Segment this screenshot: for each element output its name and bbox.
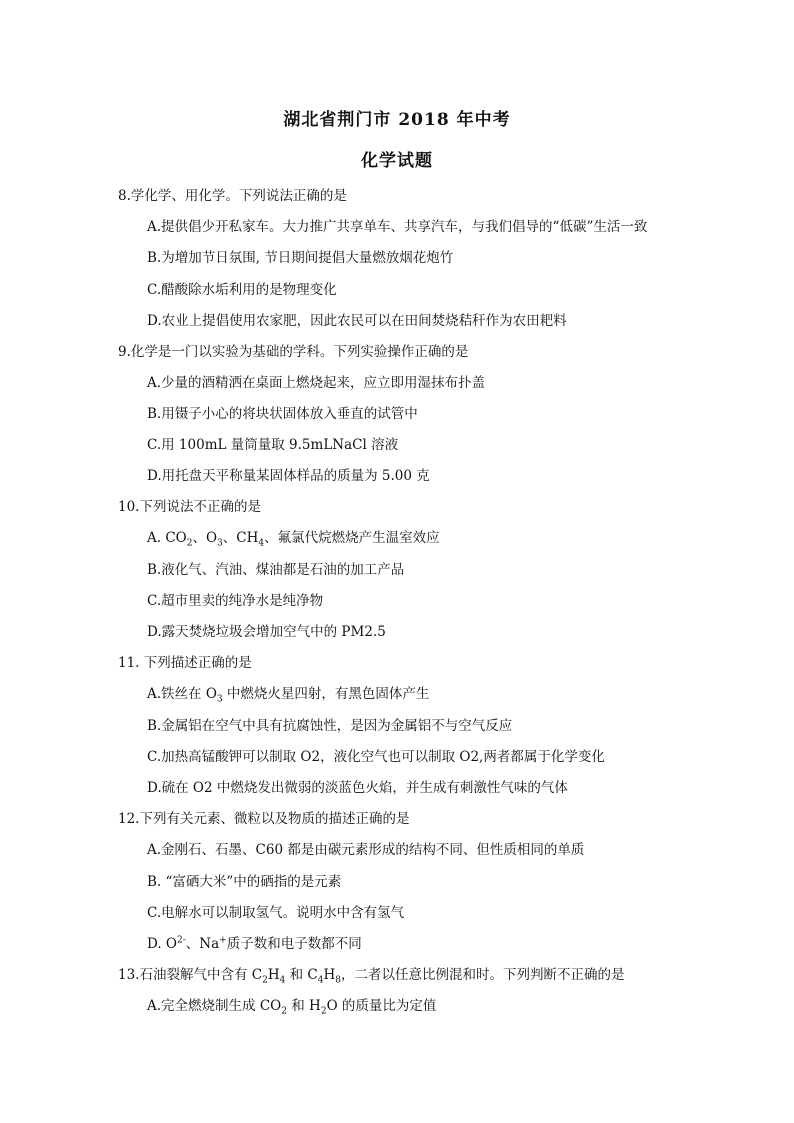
- exam-subtitle: 化学试题: [361, 151, 433, 171]
- question-12-option-d: D. $O^{2-}$、Na+质子数和电子数都不同: [147, 935, 362, 952]
- question-8-option-a: A.提供倡少开私家车。大力推广共享单车、共享汽车，与我们倡导的“低碳”生活一致: [147, 219, 648, 235]
- question-8-stem: 8.学化学、用化学。下列说法正确的是: [118, 188, 347, 204]
- question-8-option-c: C.醋酸除水垢利用的是物理变化: [147, 282, 337, 298]
- question-10-stem: 10.下列说法不正确的是: [118, 499, 261, 515]
- question-12-option-b: B. “富硒大米”中的硒指的是元素: [147, 874, 342, 890]
- question-9-option-a: A.少量的酒精洒在桌面上燃烧起来，应立即用湿抹布扑盖: [147, 375, 486, 391]
- question-12-stem: 12.下列有关元素、微粒以及物质的描述正确的是: [118, 811, 410, 827]
- question-11-option-d: D.硫在 O2 中燃烧发出微弱的淡蓝色火焰，并生成有刺激性气味的气体: [147, 780, 568, 796]
- question-12-option-a: A.金刚石、石墨、C60 都是由碳元素形成的结构不同、但性质相同的单质: [147, 842, 585, 858]
- question-10-option-c: C.超市里卖的纯净水是纯净物: [147, 593, 324, 609]
- question-9-option-c: C.用 100mL 量筒量取 9.5mLNaCl 溶液: [147, 437, 399, 453]
- question-8-option-d: D.农业上提倡使用农家肥，因此农民可以在田间焚烧秸秆作为农田耙料: [147, 313, 567, 329]
- question-11-stem: 11. 下列描述正确的是: [118, 655, 252, 671]
- question-8-option-b: B.为增加节日氛围, 节日期间提倡大量燃放烟花炮竹: [147, 250, 454, 266]
- question-13-option-a: A.完全燃烧制生成 $CO_2$ 和 $H_2O$ 的质量比为定值: [147, 998, 437, 1017]
- question-9-option-d: D.用托盘天平称量某固体样品的质量为 5.00 克: [147, 468, 430, 484]
- question-11-option-b: B.金属铝在空气中具有抗腐蚀性，是因为金属铝不与空气反应: [147, 718, 513, 734]
- question-9-option-b: B.用镊子小心的将块状固体放入垂直的试管中: [147, 406, 418, 422]
- exam-title: 湖北省荆门市 2018 年中考: [283, 110, 511, 130]
- question-11-option-c: C.加热高锰酸钾可以制取 O2，液化空气也可以制取 O2,两者都属于化学变化: [147, 749, 605, 765]
- question-10-option-d: D.露天焚烧垃圾会增加空气中的 PM2.5: [147, 624, 386, 640]
- question-9-stem: 9.化学是一门以实验为基础的学科。下列实验操作正确的是: [118, 344, 469, 360]
- question-10-option-b: B.液化气、汽油、煤油都是石油的加工产品: [147, 562, 405, 578]
- question-12-option-c: C.电解水可以制取氢气。说明水中含有氢气: [147, 905, 405, 921]
- question-13-stem: 13.石油裂解气中含有 $C_2H_4$ 和 $C_4H_8$，二者以任意比例混和时。下列判断不正确的是: [118, 967, 625, 986]
- question-11-option-a: A.铁丝在 $O_3$ 中燃烧火星四射，有黑色固体产生: [147, 686, 430, 705]
- question-10-option-a: A. $CO_2$、$O_3$、$CH_4$、氟氯代烷燃烧产生温室效应: [147, 530, 440, 549]
